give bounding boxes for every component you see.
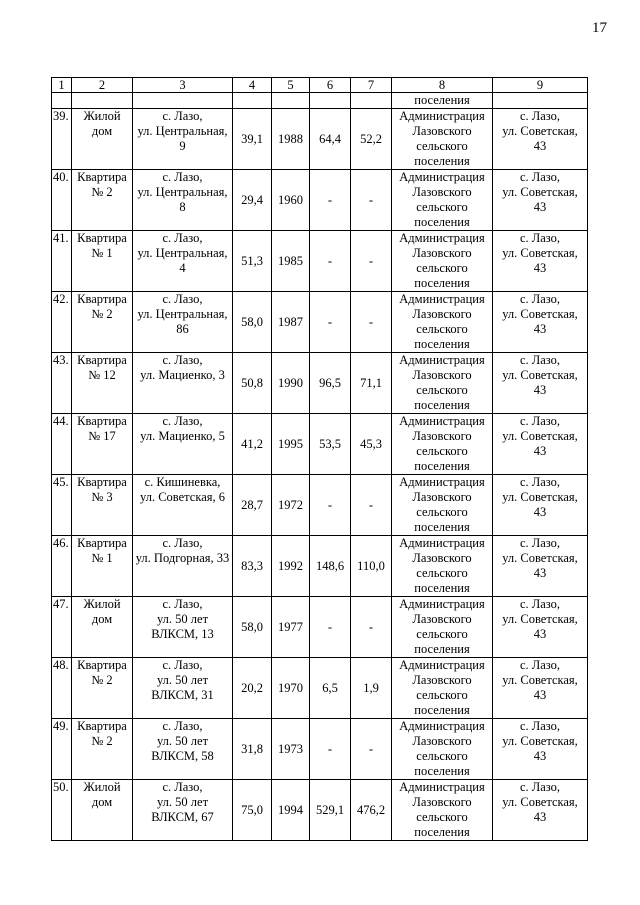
- area-cell: 75,0: [233, 780, 272, 841]
- value-cell: -: [310, 292, 351, 353]
- year-cell: 1995: [272, 414, 310, 475]
- row-number-cell: 48.: [52, 658, 72, 719]
- address-cell: с. Лазо, ул. Подгорная, 33: [133, 536, 233, 597]
- object-type-cell: Квартира № 2: [72, 170, 133, 231]
- header-row: [52, 78, 588, 93]
- address-cell: с. Лазо, ул. Центральная, 4: [133, 231, 233, 292]
- area-cell: 20,2: [233, 658, 272, 719]
- owner-cell: Администрация Лазовского сельского поселения: [392, 780, 493, 841]
- owner-cell: Администрация Лазовского сельского поселения: [392, 597, 493, 658]
- owner-address-cell: с. Лазо, ул. Советская, 43: [493, 597, 588, 658]
- object-type-cell: Квартира № 2: [72, 719, 133, 780]
- area-cell: 28,7: [233, 475, 272, 536]
- owner-cell: Администрация Лазовского сельского поселения: [392, 170, 493, 231]
- area-cell: 29,4: [233, 170, 272, 231]
- value-cell: -: [351, 170, 392, 231]
- value-cell: -: [310, 231, 351, 292]
- object-type-cell: Квартира № 1: [72, 536, 133, 597]
- table-cell: [310, 93, 351, 109]
- table-cell: [52, 93, 72, 109]
- table-cell: [493, 93, 588, 109]
- address-cell: с. Лазо, ул. 50 лет ВЛКСМ, 67: [133, 780, 233, 841]
- owner-address-cell: с. Лазо, ул. Советская, 43: [493, 353, 588, 414]
- owner-cell: поселения: [392, 93, 493, 109]
- year-cell: 1990: [272, 353, 310, 414]
- row-number-cell: 39.: [52, 109, 72, 170]
- owner-cell: Администрация Лазовского сельского поселения: [392, 353, 493, 414]
- object-type-cell: Квартира № 12: [72, 353, 133, 414]
- owner-address-cell: с. Лазо, ул. Советская, 43: [493, 414, 588, 475]
- owner-cell: Администрация Лазовского сельского поселения: [392, 658, 493, 719]
- value-cell: 148,6: [310, 536, 351, 597]
- object-type-cell: Жилой дом: [72, 109, 133, 170]
- column-header: 4: [233, 78, 272, 93]
- row-number-cell: 47.: [52, 597, 72, 658]
- year-cell: 1972: [272, 475, 310, 536]
- table-body: [52, 78, 588, 841]
- row-number-cell: 42.: [52, 292, 72, 353]
- year-cell: 1973: [272, 719, 310, 780]
- property-table: [51, 77, 588, 841]
- owner-cell: Администрация Лазовского сельского поселения: [392, 475, 493, 536]
- column-header: 2: [72, 78, 133, 93]
- owner-address-cell: с. Лазо, ул. Советская, 43: [493, 780, 588, 841]
- column-header: 7: [351, 78, 392, 93]
- owner-address-cell: с. Лазо, ул. Советская, 43: [493, 170, 588, 231]
- address-cell: с. Лазо, ул. Мациенко, 3: [133, 353, 233, 414]
- page-number: 17: [592, 20, 607, 36]
- table-row: [52, 597, 588, 658]
- column-header: 5: [272, 78, 310, 93]
- table-cell: [233, 93, 272, 109]
- address-cell: с. Лазо, ул. 50 лет ВЛКСМ, 13: [133, 597, 233, 658]
- year-cell: 1988: [272, 109, 310, 170]
- area-cell: 58,0: [233, 597, 272, 658]
- area-cell: 41,2: [233, 414, 272, 475]
- address-cell: с. Лазо, ул. Мациенко, 5: [133, 414, 233, 475]
- table-row: [52, 292, 588, 353]
- object-type-cell: Квартира № 3: [72, 475, 133, 536]
- owner-address-cell: с. Лазо, ул. Советская, 43: [493, 292, 588, 353]
- column-header: 9: [493, 78, 588, 93]
- continuation-row: [52, 93, 588, 109]
- value-cell: -: [351, 475, 392, 536]
- address-cell: с. Кишиневка, ул. Советская, 6: [133, 475, 233, 536]
- owner-cell: Администрация Лазовского сельского поселения: [392, 719, 493, 780]
- column-header: 3: [133, 78, 233, 93]
- address-cell: с. Лазо, ул. 50 лет ВЛКСМ, 31: [133, 658, 233, 719]
- owner-address-cell: с. Лазо, ул. Советская, 43: [493, 719, 588, 780]
- table-cell: [351, 93, 392, 109]
- object-type-cell: Жилой дом: [72, 597, 133, 658]
- year-cell: 1977: [272, 597, 310, 658]
- row-number-cell: 41.: [52, 231, 72, 292]
- address-cell: с. Лазо, ул. Центральная, 9: [133, 109, 233, 170]
- table-cell: [72, 93, 133, 109]
- value-cell: 529,1: [310, 780, 351, 841]
- table-row: [52, 475, 588, 536]
- value-cell: 45,3: [351, 414, 392, 475]
- object-type-cell: Квартира № 2: [72, 658, 133, 719]
- year-cell: 1994: [272, 780, 310, 841]
- table-row: [52, 109, 588, 170]
- value-cell: 64,4: [310, 109, 351, 170]
- table-row: [52, 780, 588, 841]
- area-cell: 50,8: [233, 353, 272, 414]
- column-header: 1: [52, 78, 72, 93]
- table-row: [52, 414, 588, 475]
- value-cell: 1,9: [351, 658, 392, 719]
- object-type-cell: Жилой дом: [72, 780, 133, 841]
- row-number-cell: 50.: [52, 780, 72, 841]
- column-header: 6: [310, 78, 351, 93]
- year-cell: 1985: [272, 231, 310, 292]
- owner-address-cell: с. Лазо, ул. Советская, 43: [493, 658, 588, 719]
- value-cell: -: [351, 292, 392, 353]
- table-cell: [272, 93, 310, 109]
- value-cell: -: [310, 597, 351, 658]
- value-cell: -: [310, 475, 351, 536]
- table-cell: [133, 93, 233, 109]
- year-cell: 1992: [272, 536, 310, 597]
- value-cell: 71,1: [351, 353, 392, 414]
- year-cell: 1970: [272, 658, 310, 719]
- owner-cell: Администрация Лазовского сельского поселения: [392, 292, 493, 353]
- address-cell: с. Лазо, ул. Центральная, 8: [133, 170, 233, 231]
- value-cell: -: [351, 597, 392, 658]
- table-row: [52, 231, 588, 292]
- object-type-cell: Квартира № 17: [72, 414, 133, 475]
- table-row: [52, 536, 588, 597]
- area-cell: 58,0: [233, 292, 272, 353]
- address-cell: с. Лазо, ул. Центральная, 86: [133, 292, 233, 353]
- owner-address-cell: с. Лазо, ул. Советская, 43: [493, 109, 588, 170]
- row-number-cell: 43.: [52, 353, 72, 414]
- owner-cell: Администрация Лазовского сельского поселения: [392, 109, 493, 170]
- value-cell: -: [351, 231, 392, 292]
- value-cell: 52,2: [351, 109, 392, 170]
- object-type-cell: Квартира № 2: [72, 292, 133, 353]
- object-type-cell: Квартира № 1: [72, 231, 133, 292]
- table-row: [52, 719, 588, 780]
- year-cell: 1987: [272, 292, 310, 353]
- owner-address-cell: с. Лазо, ул. Советская, 43: [493, 536, 588, 597]
- table-row: [52, 658, 588, 719]
- value-cell: 96,5: [310, 353, 351, 414]
- area-cell: 31,8: [233, 719, 272, 780]
- row-number-cell: 46.: [52, 536, 72, 597]
- area-cell: 39,1: [233, 109, 272, 170]
- row-number-cell: 40.: [52, 170, 72, 231]
- row-number-cell: 45.: [52, 475, 72, 536]
- address-cell: с. Лазо, ул. 50 лет ВЛКСМ, 58: [133, 719, 233, 780]
- value-cell: 110,0: [351, 536, 392, 597]
- value-cell: 476,2: [351, 780, 392, 841]
- owner-cell: Администрация Лазовского сельского поселения: [392, 536, 493, 597]
- owner-address-cell: с. Лазо, ул. Советская, 43: [493, 475, 588, 536]
- value-cell: 6,5: [310, 658, 351, 719]
- table-row: [52, 353, 588, 414]
- owner-cell: Администрация Лазовского сельского поселения: [392, 414, 493, 475]
- value-cell: 53,5: [310, 414, 351, 475]
- owner-cell: Администрация Лазовского сельского поселения: [392, 231, 493, 292]
- owner-address-cell: с. Лазо, ул. Советская, 43: [493, 231, 588, 292]
- row-number-cell: 49.: [52, 719, 72, 780]
- year-cell: 1960: [272, 170, 310, 231]
- row-number-cell: 44.: [52, 414, 72, 475]
- column-header: 8: [392, 78, 493, 93]
- table-row: [52, 170, 588, 231]
- value-cell: -: [351, 719, 392, 780]
- value-cell: -: [310, 719, 351, 780]
- area-cell: 51,3: [233, 231, 272, 292]
- area-cell: 83,3: [233, 536, 272, 597]
- value-cell: -: [310, 170, 351, 231]
